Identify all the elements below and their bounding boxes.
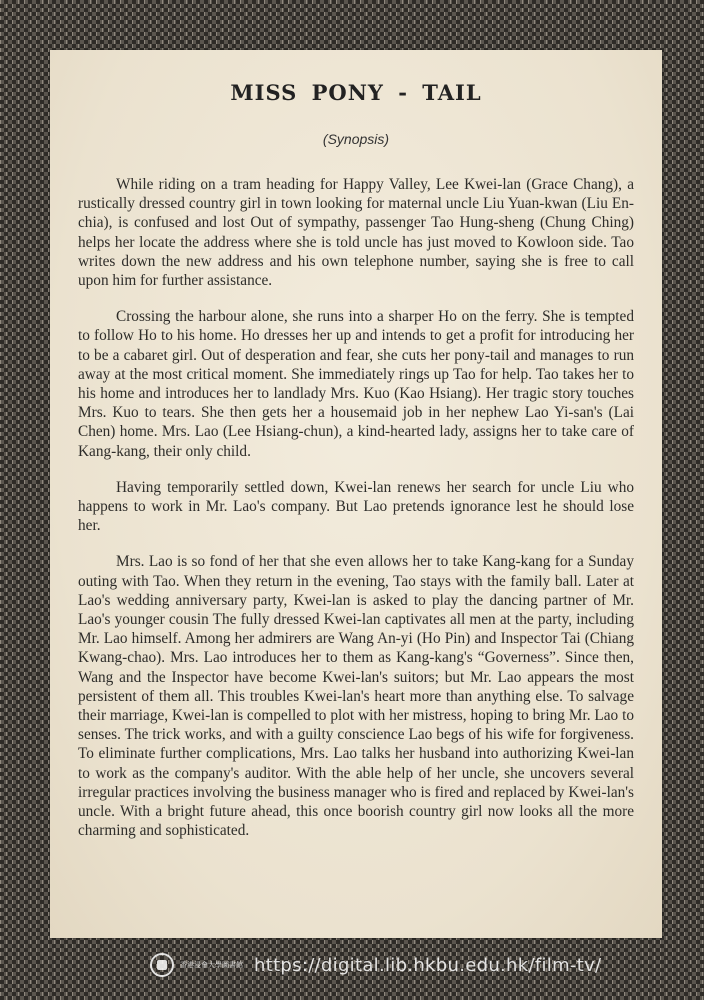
synopsis-paragraph-1: While riding on a tram heading for Happy Valley, Lee Kwei-lan (Grace Chang), a rustically dressed country girl in town looking for maternal uncle Liu Yuan-kwan (Liu En-chia), is confused and lost Out of sympathy, passenger Tao Hung-sheng (Chung Ching) helps her locate the address where she is told uncle has just moved to Kowloon side. Tao writes down the new address and his own telephone number, saying she is free to call upon him for further assistance. (78, 176, 634, 290)
watermark-org: 香港浸會大學圖書館 (180, 961, 243, 969)
synopsis-paragraph-2: Crossing the harbour alone, she runs into a sharper Ho on the ferry. She is tempted to follow Ho to his home. Ho dresses her up and intends to get a profit for introducing her to be a cabaret girl. Out of desperation and fear, she cuts her pony-tail and manages to run away at the most critical moment. She immediately rings up Tao for help. Tao takes her to his home and introduces her to landlady Mrs. Kuo (Kao Hsiang). Her tragic story touches Mrs. Kuo to tears. She then gets her a housemaid job in her nephew Lao Yi-san's (Lai Chen) home. Mrs. Lao (Lee Hsiang-chun), a kind-hearted lady, assigns her to take care of Kang-kang, their only child. (78, 308, 634, 460)
synopsis-paragraph-4: Mrs. Lao is so fond of her that she even allows her to take Kang-kang for a Sunday outing with Tao. When they return in the evening, Tao stays with the family ball. Later at Lao's wedding anniversary party, Kwei-lan is asked to play the dancing partner of Mr. Lao's younger cousin The fully dressed Kwei-lan captivates all men at the party, including Mr. Lao himself. Among her admirers are Wang An-yi (Ho Pin) and Inspector Tai (Chiang Kwang-chao). Mrs. Lao introduces her to them as Kang-kang's “Governess”. Since then, Wang and the Inspector have become Kwei-lan's suitors; but Mr. Lao appears the most persistent of them all. This troubles Kwei-lan's heart more than anything else. To salvage their marriage, Kwei-lan is compelled to plot with her mistress, hoping to bring Mr. Lao to senses. The trick works, and with a guilty conscience Lao begs of his wife for forgiveness. To eliminate further complications, Mrs. Lao talks her husband into authorizing Kwei-lan to work as the company's auditor. With the able help of her uncle, she uncovers several irregular practices involving the business manager who is fired and replaced by Kwei-lan's uncle. With a bright future ahead, this once boorish country girl now looks all the more charming and sophisticated. (78, 553, 634, 840)
library-logo-icon (150, 953, 174, 977)
synopsis-paragraph-3: Having temporarily settled down, Kwei-lan renews her search for uncle Liu who happens to work in Mr. Lao's company. But Lao pretends ignorance lest he should lose her. (78, 478, 634, 535)
page-subtitle: (Synopsis) (322, 131, 390, 147)
synopsis-page (50, 50, 662, 938)
watermark-url: https://digital.lib.hkbu.edu.hk/film-tv/ (254, 954, 602, 976)
page-title: MISS PONY - TAIL (230, 80, 482, 105)
library-watermark (150, 950, 601, 980)
